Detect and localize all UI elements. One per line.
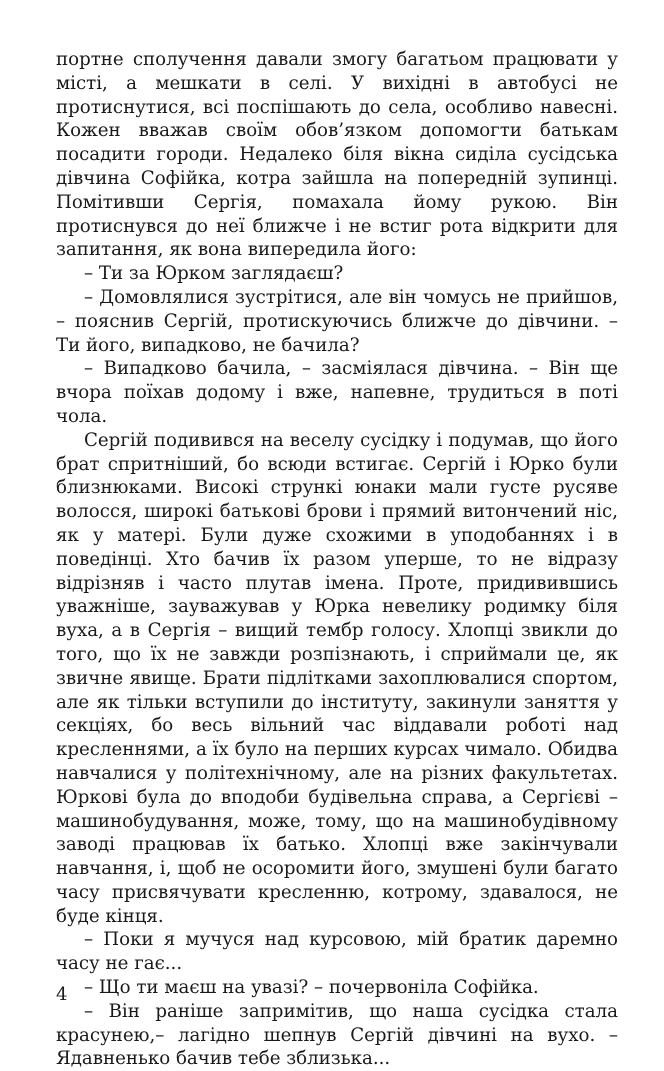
paragraph-dialogue: – Що ти маєш на увазі? – почервоніла Софійка. [84, 977, 539, 999]
paragraph-dialogue: – Випадково бачила, – засміялася дівчина. – Він ще вчора поїхав додому і вже, напевне, трудиться в поті чола. [56, 358, 618, 427]
page-text [56, 48, 618, 1071]
paragraph-dialogue: – Поки я мучуся над курсовою, мій братик даремно часу не гає... [56, 929, 618, 975]
paragraph-continuation: портне сполучення давали змогу багатьом працювати у місті, а мешкати в селі. У вихідні в автобусі не протиснутися, всі поспішають до села, особливо навесні. Кожен вважав своїм обов’язком допомогти батькам посадити городи. Недалеко біля вікна сиділа сусідська дівчина Софійка, котра зайшла на попередній зупинці. Помітивши Сергія, помахала йому рукою. Він протиснувся до неї ближче і не встиг рота відкрити для запитання, як вона випередила його: [56, 49, 618, 261]
page-number: 4 [56, 984, 68, 1005]
paragraph-dialogue: – Він раніше запримітив, що наша сусідка стала красунею,– лагідно шепнув Сергій дівчині на вухо. – Ядавненько бачив тебе зблизька... [56, 1000, 618, 1070]
paragraph-dialogue: – Ти за Юрком заглядаєш? [84, 263, 344, 285]
paragraph-dialogue: – Домовлялися зустрітися, але він чомусь не прийшов, – пояснив Сергій, протискуючись ближче до дівчини. – Ти його, випадково, не бачила? [56, 286, 618, 356]
paragraph-narrative: Сергій подивився на веселу сусідку і подумав, що його брат спритніший, бо всюди встигає. Сергій і Юрко були близнюками. Високі стрункі юнаки мали густе русяве волосся, широкі батькові брови і прямий витончений ніс, як у матері. Були дуже схожими в уподобаннях і в поведінці. Хто бачив їх разом уперше, то не відразу відрізняв і часто плутав імена. Проте, придивившись уважніше, зауважував у Юрка невелику родимку біля вуха, а в Сергія – вищий тембр голосу. Хлопці звикли до того, що їх не завжди розпізнають, і сприймали це, як звичне явище. Брати підлітками захоплювалися спортом, але як тільки вступили до інституту, закинули заняття у секціях, бо весь вільний час віддавали роботі над кресленнями, а їх було на перших курсах чимало. Обидва навчалися у політехнічному, але на різних факультетах. Юркові була до вподоби будівельна справа, а Сергієві – машинобудування, може, тому, що на машинобудівному заводі працював їх батько. Хлопці вже закінчували навчання, і, щоб не осоромити його, змушені були багато часу присвячувати кресленню, котрому, здавалося, не буде кінця. [56, 429, 618, 927]
